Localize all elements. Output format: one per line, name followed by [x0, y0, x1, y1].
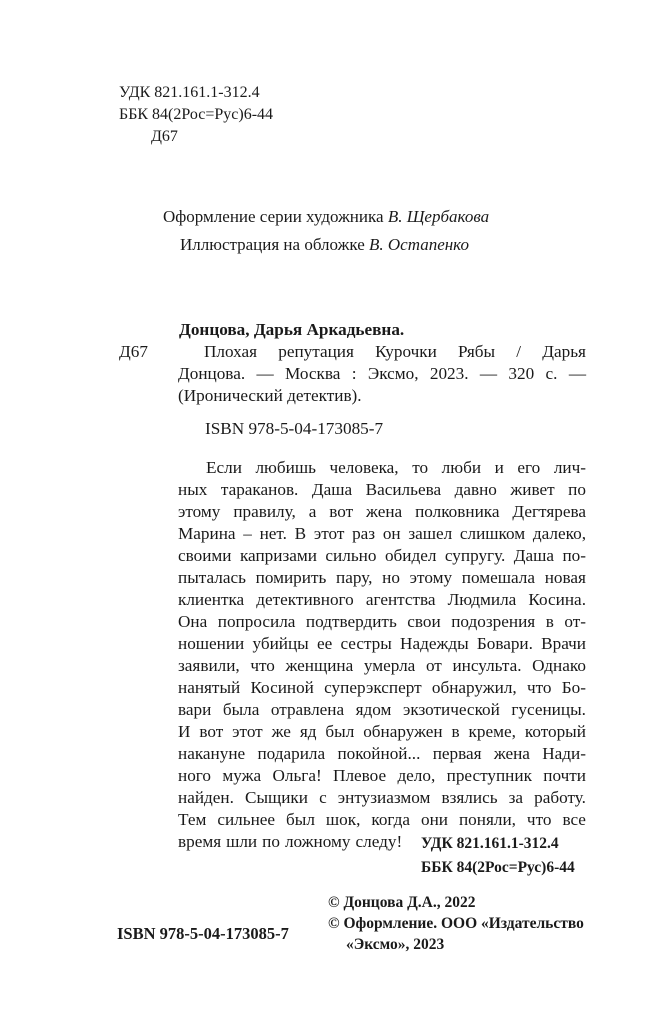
- word: отравлена: [270, 700, 345, 719]
- word: человека,: [329, 458, 399, 477]
- word: яд: [299, 722, 317, 741]
- word: Надежды: [400, 634, 469, 653]
- annotation-line: [178, 589, 586, 611]
- series-design-artist: В. Щербакова: [387, 207, 490, 226]
- word: женщина: [285, 656, 354, 675]
- word: Эксмо,: [367, 364, 419, 383]
- annotation-line: [178, 501, 586, 523]
- bbk-code-bottom: ББК 84(2Рос=Рус)6-44: [421, 859, 575, 876]
- word: Москва: [285, 364, 341, 383]
- word: ядом: [355, 700, 392, 719]
- bibliographic-record: [178, 341, 586, 407]
- word: была: [222, 700, 260, 719]
- isbn-record: ISBN 978-5-04-173085-7: [205, 419, 384, 438]
- word: обнаружен: [363, 722, 443, 741]
- word: экзотической: [402, 700, 500, 719]
- word: —: [479, 364, 498, 383]
- annotation-line: [178, 787, 586, 809]
- word: Она: [178, 612, 208, 631]
- word: покойной...: [337, 744, 421, 763]
- word: время: [178, 832, 222, 851]
- word: инсульта.: [452, 656, 522, 675]
- word: Бо-: [561, 678, 586, 697]
- word: —: [568, 364, 586, 383]
- word: по-: [562, 546, 586, 565]
- cover-illustration-credit: [180, 231, 469, 259]
- word: Плевое: [333, 766, 387, 785]
- word: подарила: [257, 744, 326, 763]
- word: в: [545, 612, 554, 631]
- word: своими: [178, 546, 232, 565]
- annotation-line: [178, 457, 586, 479]
- word: от-: [564, 612, 586, 631]
- word: помирить: [255, 568, 327, 587]
- word: ных: [178, 480, 208, 499]
- word: –: [243, 524, 252, 543]
- word: вари: [178, 700, 212, 719]
- author-mark: Д67: [119, 342, 148, 361]
- word: от: [425, 656, 442, 675]
- word: почти: [543, 766, 586, 785]
- word: Рябы: [458, 342, 496, 361]
- word: Нади-: [542, 744, 586, 763]
- series-design-credit: [163, 203, 489, 231]
- word: шок,: [325, 810, 361, 829]
- word: ее: [316, 634, 333, 653]
- annotation-line: [178, 721, 586, 743]
- word: капризами: [239, 546, 317, 565]
- word: подтвердить: [305, 612, 397, 631]
- word: этот: [313, 524, 345, 543]
- word: то: [412, 458, 429, 477]
- word: преступник: [446, 766, 532, 785]
- word: поняли,: [458, 810, 516, 829]
- annotation-line: [178, 633, 586, 655]
- word: раз: [352, 524, 376, 543]
- word: сестры: [340, 634, 392, 653]
- word: Дарья: [542, 342, 586, 361]
- word: правилу,: [233, 502, 296, 521]
- word: умерла: [363, 656, 416, 675]
- word: Тем: [178, 810, 207, 829]
- word: подозрения: [451, 612, 536, 631]
- word: а: [308, 502, 317, 521]
- annotation-line: [178, 809, 586, 831]
- word: Донцова.: [178, 364, 246, 383]
- word: суперэксперт: [324, 678, 422, 697]
- udk-code-bottom: УДК 821.161.1-312.4: [421, 835, 559, 852]
- word: слишком: [459, 524, 526, 543]
- word: мужа: [222, 766, 262, 785]
- word: что: [526, 678, 552, 697]
- word: Плохая: [204, 342, 258, 361]
- copyright-author: © Донцова Д.А., 2022: [328, 894, 476, 911]
- word: этот: [232, 722, 263, 741]
- cover-illustration-artist: В. Остапенко: [369, 235, 469, 254]
- word: давно: [454, 480, 497, 499]
- word: Даша: [311, 480, 353, 499]
- annotation-line: [178, 699, 586, 721]
- word: :: [351, 364, 357, 383]
- word: работу.: [534, 788, 586, 807]
- word: с: [319, 788, 327, 807]
- word: попросила: [217, 612, 296, 631]
- word: он: [382, 524, 401, 543]
- word: Врачи: [541, 634, 586, 653]
- word: 320: [508, 364, 535, 383]
- word: люби: [441, 458, 482, 477]
- series-design-label: Оформление серии художника: [163, 207, 384, 226]
- word: дело,: [397, 766, 436, 785]
- word: следу!: [355, 832, 403, 851]
- word: же: [271, 722, 291, 741]
- word: Косина.: [528, 590, 586, 609]
- record-line: [178, 363, 586, 385]
- word: Сыщики: [244, 788, 308, 807]
- word: по: [568, 480, 586, 499]
- word: репутация: [278, 342, 354, 361]
- word: взялись: [441, 788, 498, 807]
- word: вот: [329, 502, 354, 521]
- word: первая: [432, 744, 482, 763]
- word: Ольга!: [272, 766, 322, 785]
- word: был: [286, 810, 315, 829]
- word: жена: [366, 502, 403, 521]
- word: помешала: [461, 568, 535, 587]
- word: пыталась: [178, 568, 246, 587]
- word: В: [294, 524, 307, 543]
- word: Косиной: [250, 678, 314, 697]
- word: любишь: [255, 458, 316, 477]
- bbk-code: ББК 84(2Рос=Рус)6-44: [119, 106, 274, 123]
- word: живет: [510, 480, 555, 499]
- word: был: [325, 722, 355, 741]
- word: и: [494, 458, 504, 477]
- annotation-line: [178, 765, 586, 787]
- word: но: [382, 568, 400, 587]
- word: гусеницы.: [511, 700, 586, 719]
- word: Если: [206, 458, 242, 477]
- word: этому: [409, 568, 453, 587]
- word: они: [420, 810, 448, 829]
- word: Марина: [178, 524, 236, 543]
- record-line: [178, 341, 586, 363]
- word: за: [508, 788, 524, 807]
- word: нанятый: [178, 678, 241, 697]
- word: ношении: [178, 634, 245, 653]
- word: шли: [226, 832, 258, 851]
- annotation-line: [178, 523, 586, 545]
- word: Однако: [532, 656, 586, 675]
- word: Людмила: [447, 590, 517, 609]
- annotation-line: [178, 655, 586, 677]
- word: Дегтярева: [512, 502, 586, 521]
- word: 2023.: [429, 364, 469, 383]
- word: ного: [178, 766, 212, 785]
- word: убийцы: [252, 634, 309, 653]
- word: все: [562, 810, 586, 829]
- word: тараканов.: [220, 480, 299, 499]
- word: креме,: [468, 722, 516, 741]
- word: жена: [493, 744, 530, 763]
- udk-code: УДК 821.161.1-312.4: [119, 84, 260, 101]
- word: энтузиазмом: [337, 788, 431, 807]
- word: клиентка: [178, 590, 245, 609]
- annotation-line: [178, 611, 586, 633]
- word: с.: [545, 364, 558, 383]
- author-heading: Донцова, Дарья Аркадьевна.: [179, 320, 405, 339]
- word: детективного: [256, 590, 354, 609]
- word: нет.: [259, 524, 287, 543]
- annotation-paragraph: [178, 457, 586, 853]
- word: Васильева: [365, 480, 442, 499]
- word: И: [178, 722, 191, 741]
- word: —: [256, 364, 274, 383]
- word: что: [250, 656, 275, 675]
- word: в: [451, 722, 460, 741]
- annotation-line: [178, 545, 586, 567]
- word: который: [524, 722, 586, 741]
- word: сильнее: [217, 810, 276, 829]
- word: вот: [199, 722, 224, 741]
- word: найден.: [178, 788, 234, 807]
- word: сильно: [325, 546, 377, 565]
- annotation-line: [178, 677, 586, 699]
- word: обидел: [384, 546, 437, 565]
- word: Курочки: [375, 342, 437, 361]
- word: что: [526, 810, 552, 829]
- word: обнаружил,: [431, 678, 517, 697]
- word: супругу.: [444, 546, 506, 565]
- word: /: [516, 342, 522, 361]
- word: далеко,: [532, 524, 586, 543]
- word: накануне: [178, 744, 246, 763]
- word: по: [262, 832, 280, 851]
- record-line: (Иронический детектив).: [178, 386, 362, 405]
- isbn-footer: ISBN 978-5-04-173085-7: [117, 924, 289, 943]
- word: агентства: [365, 590, 436, 609]
- word: полковника: [415, 502, 500, 521]
- word: Бовари.: [476, 634, 533, 653]
- copyright-design-line2: «Эксмо», 2023: [346, 936, 445, 953]
- word: его: [517, 458, 541, 477]
- copyright-design-line1: © Оформление. ООО «Издательство: [328, 915, 584, 932]
- word: зашел: [408, 524, 453, 543]
- word: Даша: [513, 546, 554, 565]
- word: ложному: [284, 832, 351, 851]
- annotation-line: [178, 479, 586, 501]
- word: заявили,: [178, 656, 240, 675]
- word: этому: [178, 502, 221, 521]
- word: лич-: [553, 458, 586, 477]
- annotation-line: [178, 567, 586, 589]
- author-mark-top: Д67: [151, 128, 178, 145]
- word: новая: [544, 568, 586, 587]
- word: когда: [371, 810, 410, 829]
- cover-illustration-label: Иллюстрация на обложке: [180, 235, 365, 254]
- word: пару,: [336, 568, 373, 587]
- word: свои: [407, 612, 441, 631]
- annotation-line: [178, 743, 586, 765]
